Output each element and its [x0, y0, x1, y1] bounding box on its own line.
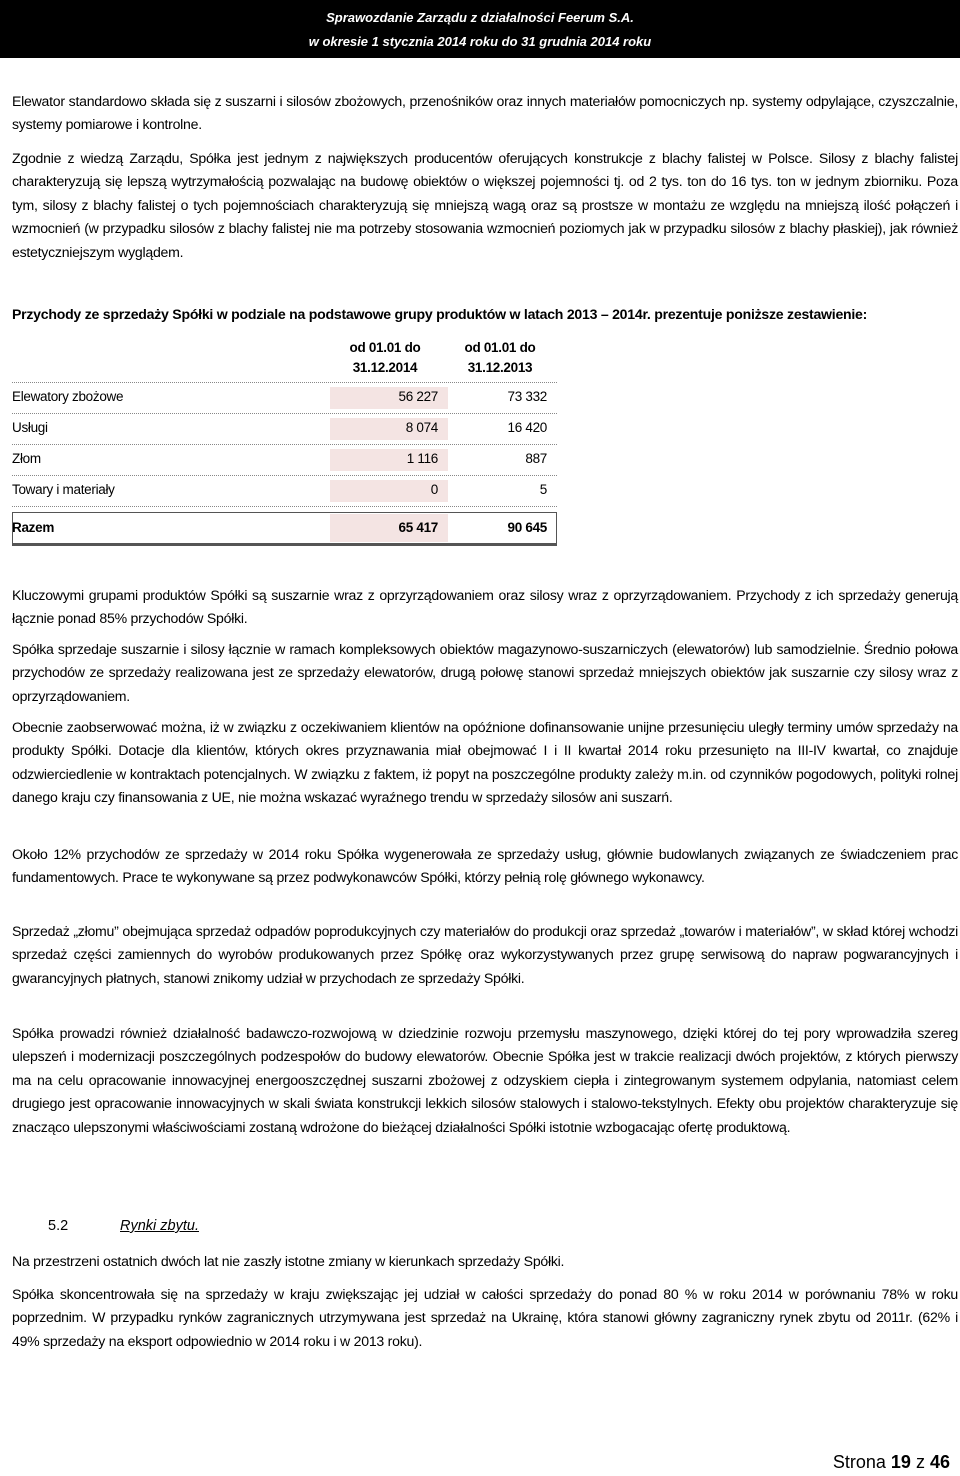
table-intro: Przychody ze sprzedaży Spółki w podziale na podstawowe grupy produktów w latach 2013 – 2014r. prezentuje poniższe zestawienie: — [12, 306, 868, 322]
section-heading: 5.2 Rynki zbytu. — [48, 1218, 199, 1234]
paragraph-rnd: Spółka prowadzi również działalność badawczo-rozwojową w dziedzinie rozwoju przemysłu maszynowego, dzięki której do tej pory wprowadziła szereg ulepszeń i modernizacji poszczególnych podzespołów do budowy elewatorów. Obecnie Spółka jest w trakcie realizacji dwóch projektów, z których pierwszy ma na celu opracowanie innowacyjnej energooszczędnej suszarni zbożowej z odzyskiem ciepła i zintegrowanym systemem odpylania, natomiast celem drugiego jest opracowanie innowacyjnych w skali świata konstrukcji lekkich silosów stalowych i stalowo-tekstylnych. Efekty obu projektów charakteryzuje się znacząco ulepszonymi właściwościami zostaną wdrożone do bieżącej działalności Spółki istotnie wzbogacając ofertę produktową. — [12, 1025, 958, 1135]
total-row-border — [12, 512, 557, 546]
table-row: Usługi 8 074 16 420 — [12, 418, 557, 440]
page-number: Strona 19 z 46 — [832, 1452, 950, 1472]
table-divider — [12, 413, 557, 415]
table-row: Towary i materiały 0 5 — [12, 480, 557, 502]
paragraph-no-changes: Na przestrzeni ostatnich dwóch lat nie zaszły istotne zmiany w kierunkach sprzedaży Spółki. — [12, 1253, 565, 1269]
paragraph-sales-structure: Spółka sprzedaje suszarnie i silosy łącznie w ramach kompleksowych obiektów magazynowo-suszarniczych (elewatorów) lub samodzielnie. Średnio połowa przychodów ze sprzedaży realizowana jest ze sprzedaży elewatorów, drugą połowę stanowi sprzedaż mniejszych obiektów jak suszarnie czy silosy wraz z oprzyrządowaniem. — [12, 641, 958, 704]
column-header-2013: od 01.01 do 31.12.2013 — [464, 340, 536, 375]
table-divider — [12, 444, 557, 446]
table-divider — [12, 382, 557, 384]
paragraph-elevator: Elewator standardowo składa się z suszarni i silosów zbożowych, przenośników oraz innych materiałów pomocniczych np. systemy odpylające, czyszczalnie, systemy pomiarowe i kontrolne. — [12, 93, 958, 133]
table-row: Elewatory zbożowe 56 227 73 332 — [12, 387, 557, 409]
table-total-row: Razem 65 417 90 645 — [12, 514, 557, 542]
header-title: Sprawozdanie Zarządu z działalności Feerum S.A. — [326, 10, 634, 25]
paragraph-corrugated-silos: Zgodnie z wiedzą Zarządu, Spółka jest jednym z największych producentów oferujących konstrukcje z blachy falistej w Polsce. Silosy z blachy falistej charakteryzują się lepszą wytrzymałością pozwalając na budowę obiektów o większej pojemności tj. od 2 tys. ton do 16 tys. ton w jednym zbiorniku. Poza tym, silosy z blachy falistej o tych pojemnościach charakteryzują się mniejszą wagą oraz są prostsze w montażu ze względu na mniejszą ilość połączeń i wzmocnień (w przypadku silosów z blachy falistej nie ma potrzeby stosowania wzmocnień poziomych jak w przypadku silosów z blachy płaskiej), jak również estetyczniejszym wyglądem. — [12, 150, 958, 260]
paragraph-markets: Spółka skoncentrowała się na sprzedaży w kraju zwiększając jej udział w całości sprzedaży do ponad 80 % w roku 2014 w porównaniu 78% w roku poprzednim. W przypadku rynków zagranicznych utrzymywana jest sprzedaż na Ukrainę, która stanowi główny zagraniczny rynek zbytu od 2011r. (62% i 49% sprzedaży na eksport odpowiednio w 2014 roku i w 2013 roku). — [12, 1286, 958, 1349]
paragraph-key-products: Kluczowymi grupami produktów Spółki są suszarnie wraz z oprzyrządowaniem oraz silosy wraz z oprzyrządowaniem. Przychody z ich sprzedaży generują łącznie ponad 85% przychodów Spółki. — [12, 587, 958, 627]
paragraph-services: Około 12% przychodów ze sprzedaży w 2014 roku Spółka wygenerowała ze sprzedaży usług, głównie budowlanych związanych ze świadczeniem prac fundamentowych. Prace te wykonywane są przez podwykonawców Spółki, którzy pełnią rolę głównego wykonawcy. — [12, 846, 958, 886]
document-header — [0, 0, 960, 58]
table-divider — [12, 506, 557, 508]
table-divider — [12, 475, 557, 477]
paragraph-subsidies: Obecnie zaobserwować można, iż w związku z oczekiwaniem klientów na opóźnione dofinansowanie unijne przesunięciu uległy terminy umów sprzedaży na produkty Spółki. Dotacje dla klientów, których okres przyznawania miał obejmować I i II kwartał 2014 roku przesunięto na III-IV kwartał, co znajduje odzwierciedlenie w kontraktach potencjalnych. W związku z faktem, iż popyt na poszczególne produkty zależy m.in. od czynników pogodowych, polityki rolnej danego kraju czy finansowania z UE, nie można wskazać wyraźnego trendu w sprzedaży silosów ani suszarń. — [12, 719, 958, 806]
column-header-2014: od 01.01 do 31.12.2014 — [349, 340, 421, 375]
header-period: w okresie 1 stycznia 2014 roku do 31 grudnia 2014 roku — [308, 34, 652, 49]
table-row: Złom 1 116 887 — [12, 449, 557, 471]
paragraph-scrap: Sprzedaż „złomu” obejmująca sprzedaż odpadów poprodukcyjnych czy materiałów do produkcji oraz sprzedaż „towarów i materiałów”, w skład której wchodzi sprzedaż części zamiennych do wyrobów produkowanych przez Spółkę oraz wykorzystywanych przez grupę serwisową do napraw pogwarancyjnych i gwarancyjnych płatnych, stanowi znikomy udział w przychodach ze sprzedaży Spółki. — [12, 923, 958, 986]
